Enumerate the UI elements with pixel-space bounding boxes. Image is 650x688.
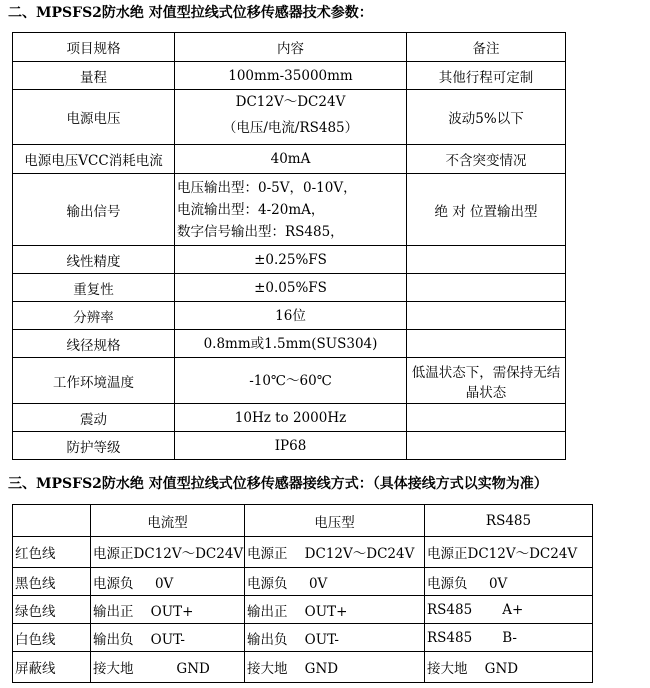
- wiring-table: [12, 504, 593, 683]
- spec-row: [13, 90, 566, 145]
- spec-content: [175, 90, 407, 145]
- spec-row: [13, 358, 566, 404]
- section2-title: 二、MPSFS2防水绝 对值型拉线式位移传感器技术参数：: [8, 5, 373, 21]
- spec-item: 量程: [13, 62, 175, 90]
- spec-item: 电源电压: [13, 90, 175, 145]
- spec-content-line: 100mm-35000mm: [228, 67, 353, 84]
- spec-content-line: ±0.25%FS: [254, 251, 327, 268]
- current-type-cell: 电源负 0V: [91, 568, 245, 596]
- spec-content: [175, 302, 407, 330]
- spec-row: [13, 302, 566, 330]
- spec-row: [13, 145, 566, 174]
- spec-content: [175, 145, 407, 174]
- item-header: 项目规格: [13, 33, 175, 62]
- spec-note: [407, 330, 566, 358]
- current-type-header: 电流型: [91, 505, 245, 537]
- spec-row: [13, 62, 566, 90]
- current-type-cell: 输出负 OUT-: [91, 624, 245, 652]
- rs485-cell: 电源正DC12V～DC24V: [425, 537, 593, 568]
- section3-title: 三、MPSFS2防水绝 对值型拉线式位移传感器接线方式：（具体接线方式以实物为准）: [8, 476, 548, 492]
- wire-color: 屏蔽线: [13, 652, 91, 683]
- spec-content-line: 0.8mm或1.5mm(SUS304): [203, 335, 378, 352]
- spec-content: [175, 404, 407, 432]
- rs485-cell: RS485 B-: [425, 624, 593, 652]
- spec-content: [175, 330, 407, 358]
- wiring-header-row: [13, 505, 593, 537]
- spec-item: 线性精度: [13, 246, 175, 274]
- wiring-row: [13, 624, 593, 652]
- spec-content: [175, 174, 407, 246]
- wiring-row: [13, 568, 593, 596]
- spec-header-row: [13, 33, 566, 62]
- spec-note: 不含突变情况: [407, 145, 566, 174]
- spec-content-line: DC12V～DC24V: [235, 94, 346, 110]
- note-header: 备注: [407, 33, 566, 62]
- spec-content: [175, 358, 407, 404]
- wire-color: 红色线: [13, 537, 91, 568]
- spec-item: 线径规格: [13, 330, 175, 358]
- voltage-type-cell: 电源正 DC12V～DC24V: [245, 537, 425, 568]
- wiring-row: [13, 596, 593, 624]
- spec-table: [12, 32, 566, 460]
- wiring-row: [13, 652, 593, 683]
- spec-item: 输出信号: [13, 174, 175, 246]
- spec-content-line: ±0.05%FS: [254, 279, 327, 296]
- spec-content-line: 电流输出型：4-20mA，: [177, 201, 325, 218]
- spec-note: 其他行程可定制: [407, 62, 566, 90]
- current-type-cell: 接大地 GND: [91, 652, 245, 683]
- spec-item: 分辨率: [13, 302, 175, 330]
- spec-row: [13, 274, 566, 302]
- spec-row: [13, 404, 566, 432]
- current-type-cell: 电源正DC12V～DC24V: [91, 537, 245, 568]
- spec-content-line: 数字信号输出型：RS485，: [177, 223, 344, 240]
- spec-content-line: 40mA: [270, 151, 311, 167]
- spec-note: [407, 302, 566, 330]
- wire-color: 绿色线: [13, 596, 91, 624]
- voltage-type-cell: 电源负 0V: [245, 568, 425, 596]
- spec-content: [175, 432, 407, 460]
- spec-content-line: 10Hz to 2000Hz: [234, 409, 347, 426]
- voltage-type-cell: 接大地 GND: [245, 652, 425, 683]
- spec-content-line: IP68: [274, 437, 307, 454]
- spec-note: 波动5%以下: [407, 90, 566, 145]
- spec-content-line: 电压输出型：0-5V，0-10V，: [177, 179, 357, 196]
- spec-note: [407, 246, 566, 274]
- spec-item: 重复性: [13, 274, 175, 302]
- voltage-type-cell: 输出负 OUT-: [245, 624, 425, 652]
- voltage-type-cell: 输出正 OUT+: [245, 596, 425, 624]
- spec-row: [13, 246, 566, 274]
- spec-content-line: -10℃～60℃: [249, 372, 332, 389]
- spec-note: 绝 对 位置输出型: [407, 174, 566, 246]
- spec-note: [407, 432, 566, 460]
- current-type-cell: 输出正 OUT+: [91, 596, 245, 624]
- rs485-cell: 接大地 GND: [425, 652, 593, 683]
- spec-row: [13, 330, 566, 358]
- wire-header-blank: [13, 505, 91, 537]
- spec-item: 防护等级: [13, 432, 175, 460]
- spec-content: [175, 62, 407, 90]
- spec-row: [13, 432, 566, 460]
- wire-color: 黑色线: [13, 568, 91, 596]
- spec-item: 震动: [13, 404, 175, 432]
- wire-color: 白色线: [13, 624, 91, 652]
- rs485-cell: 电源负 0V: [425, 568, 593, 596]
- rs485-cell: RS485 A+: [425, 596, 593, 624]
- spec-content-line: 16位: [275, 307, 306, 324]
- spec-content-line: （电压/电流/RS485）: [222, 120, 359, 136]
- spec-content: [175, 274, 407, 302]
- rs485-header: RS485: [425, 505, 593, 537]
- spec-content: [175, 246, 407, 274]
- spec-note: [407, 274, 566, 302]
- spec-row: [13, 174, 566, 246]
- wiring-row: [13, 537, 593, 568]
- spec-item: 工作环境温度: [13, 358, 175, 404]
- spec-note: 低温状态下，需保持无结晶状态: [407, 358, 566, 404]
- spec-item: 电源电压VCC消耗电流: [13, 145, 175, 174]
- voltage-type-header: 电压型: [245, 505, 425, 537]
- spec-note: [407, 404, 566, 432]
- content-header: 内容: [175, 33, 407, 62]
